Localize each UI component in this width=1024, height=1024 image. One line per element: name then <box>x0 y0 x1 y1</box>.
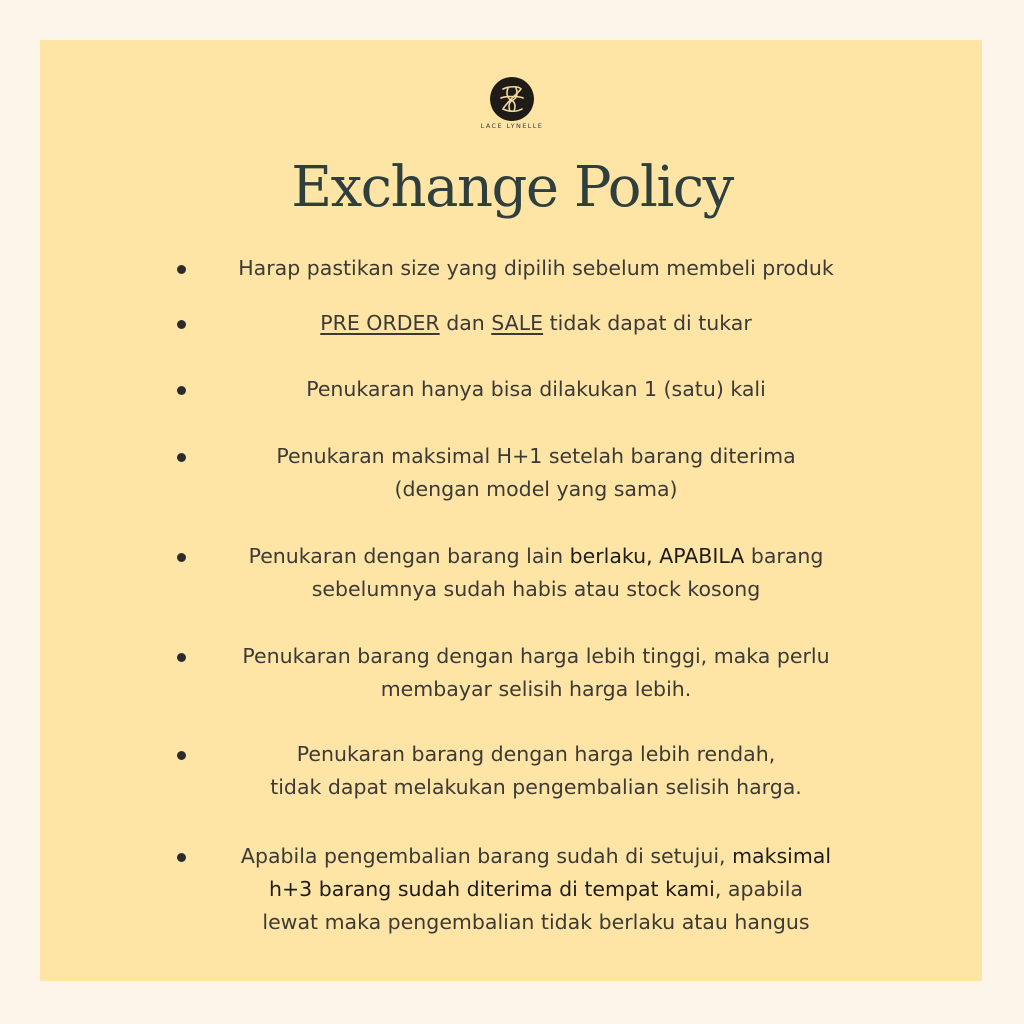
lace-lynelle-monogram-icon <box>489 76 535 122</box>
bullet-icon <box>177 453 186 462</box>
policy-text: Penukaran barang dengan harga lebih rendah, tidak dapat melakukan pengembalian selisih harga. <box>270 742 802 799</box>
emphasis-text: maksimal <box>732 844 832 868</box>
bullet-icon <box>177 386 186 395</box>
emphasis-text: berlaku, APABILA <box>569 544 745 568</box>
bullet-icon <box>177 553 186 562</box>
bullet-icon <box>177 653 186 662</box>
policy-text: Penukaran maksimal H+1 setelah barang diterima (dengan model yang sama) <box>276 444 796 501</box>
policy-text: Apabila pengembalian barang sudah di setujui, maksimal h+3 barang sudah diterima di tempat kami, apabila lewat maka pengembalian tidak berlaku atau hangus <box>240 844 832 934</box>
policy-text: Harap pastikan size yang dipilih sebelum membeli produk <box>238 256 834 280</box>
emphasis-text: h+3 barang sudah diterima di tempat kami <box>269 877 715 901</box>
page-title: Exchange Policy <box>291 155 733 220</box>
sale-label: SALE <box>491 311 544 335</box>
bullet-icon <box>177 853 186 862</box>
policy-text: PRE ORDER dan SALE tidak dapat di tukar <box>320 311 752 335</box>
policy-text: Penukaran hanya bisa dilakukan 1 (satu) kali <box>306 377 766 401</box>
bullet-icon <box>177 265 186 274</box>
bullet-icon <box>177 751 186 760</box>
brand-name: LACE LYNELLE <box>480 122 544 130</box>
pre-order-label: PRE ORDER <box>320 311 440 335</box>
bullet-icon <box>177 320 186 329</box>
policy-text: Penukaran dengan barang lain berlaku, APABILA barang sebelumnya sudah habis atau stock kosong <box>248 544 824 601</box>
policy-text: Penukaran barang dengan harga lebih tinggi, maka perlu membayar selisih harga lebih. <box>242 644 830 701</box>
